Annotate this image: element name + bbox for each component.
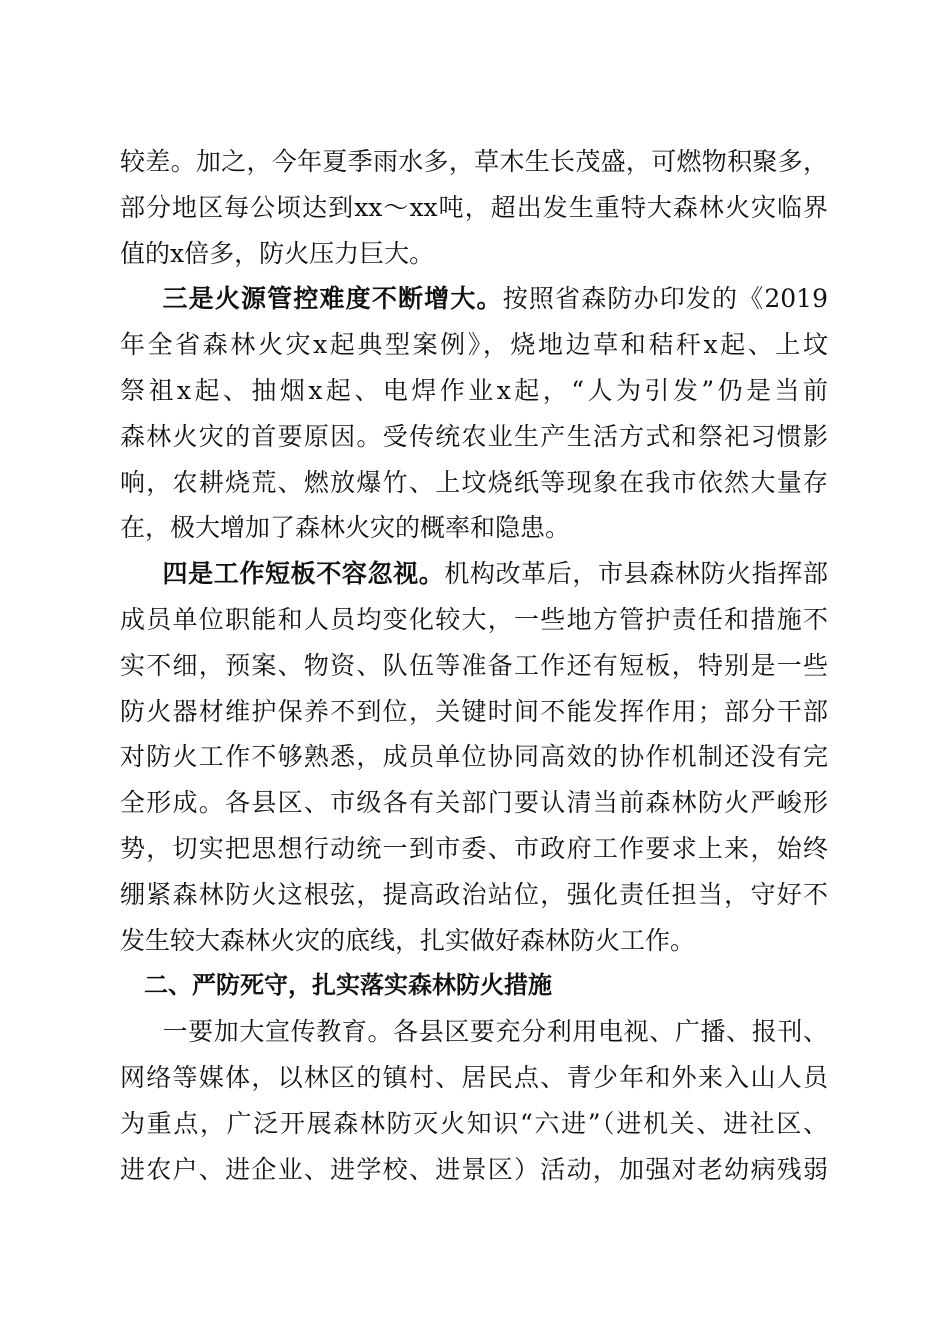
text-line: 值的x倍多，防火压力巨大。 xyxy=(120,238,435,268)
text-line: 绷紧森林防火这根弦，提高政治站位，强化责任担当，守好不 xyxy=(120,879,828,909)
text-line xyxy=(120,276,828,322)
text-line: 一要加大宣传教育。各县区要充分利用电视、广播、报刊、 xyxy=(162,1017,828,1047)
text-line: 防火器材维护保养不到位，关键时间不能发挥作用；部分干部 xyxy=(120,696,828,726)
paragraph-work-shortcomings xyxy=(120,551,828,963)
text-line: 发生较大森林火灾的底线，扎实做好森林防火工作。 xyxy=(120,925,696,955)
paragraph-publicity-education xyxy=(120,1009,828,1192)
paragraph-fire-source-control xyxy=(120,276,828,551)
paragraph-lead: 四是工作短板不容忽视。 xyxy=(162,559,445,589)
text-line: 较差。加之，今年夏季雨水多，草木生长茂盛，可燃物积聚多， xyxy=(120,147,828,176)
text-line: 在，极大增加了森林火灾的概率和隐患。 xyxy=(120,513,571,543)
text-run: 机构改革后，市县森林防火指挥部 xyxy=(444,559,828,589)
text-line: 部分地区每公顷达到xx～xx吨，超出发生重特大森林火灾临界 xyxy=(120,192,828,222)
text-line xyxy=(120,551,828,597)
text-line: 对防火工作不够熟悉，成员单位协同高效的协作机制还没有完 xyxy=(120,742,828,772)
section-heading: 二、严防死守，扎实落实森林防火措施 xyxy=(144,971,552,1000)
text-line: 成员单位职能和人员均变化较大，一些地方管护责任和措施不 xyxy=(120,604,828,634)
text-line: 进农户、进企业、进学校、进景区）活动，加强对老幼病残弱 xyxy=(120,1154,828,1184)
text-line: 年全省森林火灾x起典型案例》，烧地边草和秸秆x起、上坟 xyxy=(120,330,828,360)
text-run: 按照省森防办印发的《2019 xyxy=(502,284,828,314)
text-line: 响，农耕烧荒、燃放爆竹、上坟烧纸等现象在我市依然大量存 xyxy=(120,467,828,497)
text-line: 实不细，预案、物资、队伍等准备工作还有短板，特别是一些 xyxy=(120,650,828,680)
text-line: 为重点，广泛开展森林防灭火知识“六进”（进机关、进社区、 xyxy=(120,1108,828,1138)
text-line: 祭祖x起、抽烟x起、电焊作业x起，“人为引发”仍是当前 xyxy=(120,375,828,405)
text-line: 网络等媒体，以林区的镇村、居民点、青少年和外来入山人员 xyxy=(120,1062,828,1092)
text-line: 森林火灾的首要原因。受传统农业生产生活方式和祭祀习惯影 xyxy=(120,421,828,451)
text-line: 势，切实把思想行动统一到市委、市政府工作要求上来，始终 xyxy=(120,833,828,863)
text-line: 全形成。各县区、市级各有关部门要认清当前森林防火严峻形 xyxy=(120,788,828,818)
paragraph-lead: 三是火源管控难度不断增大。 xyxy=(162,284,503,314)
paragraph-fire-load xyxy=(120,139,828,276)
document-body xyxy=(120,139,828,1192)
